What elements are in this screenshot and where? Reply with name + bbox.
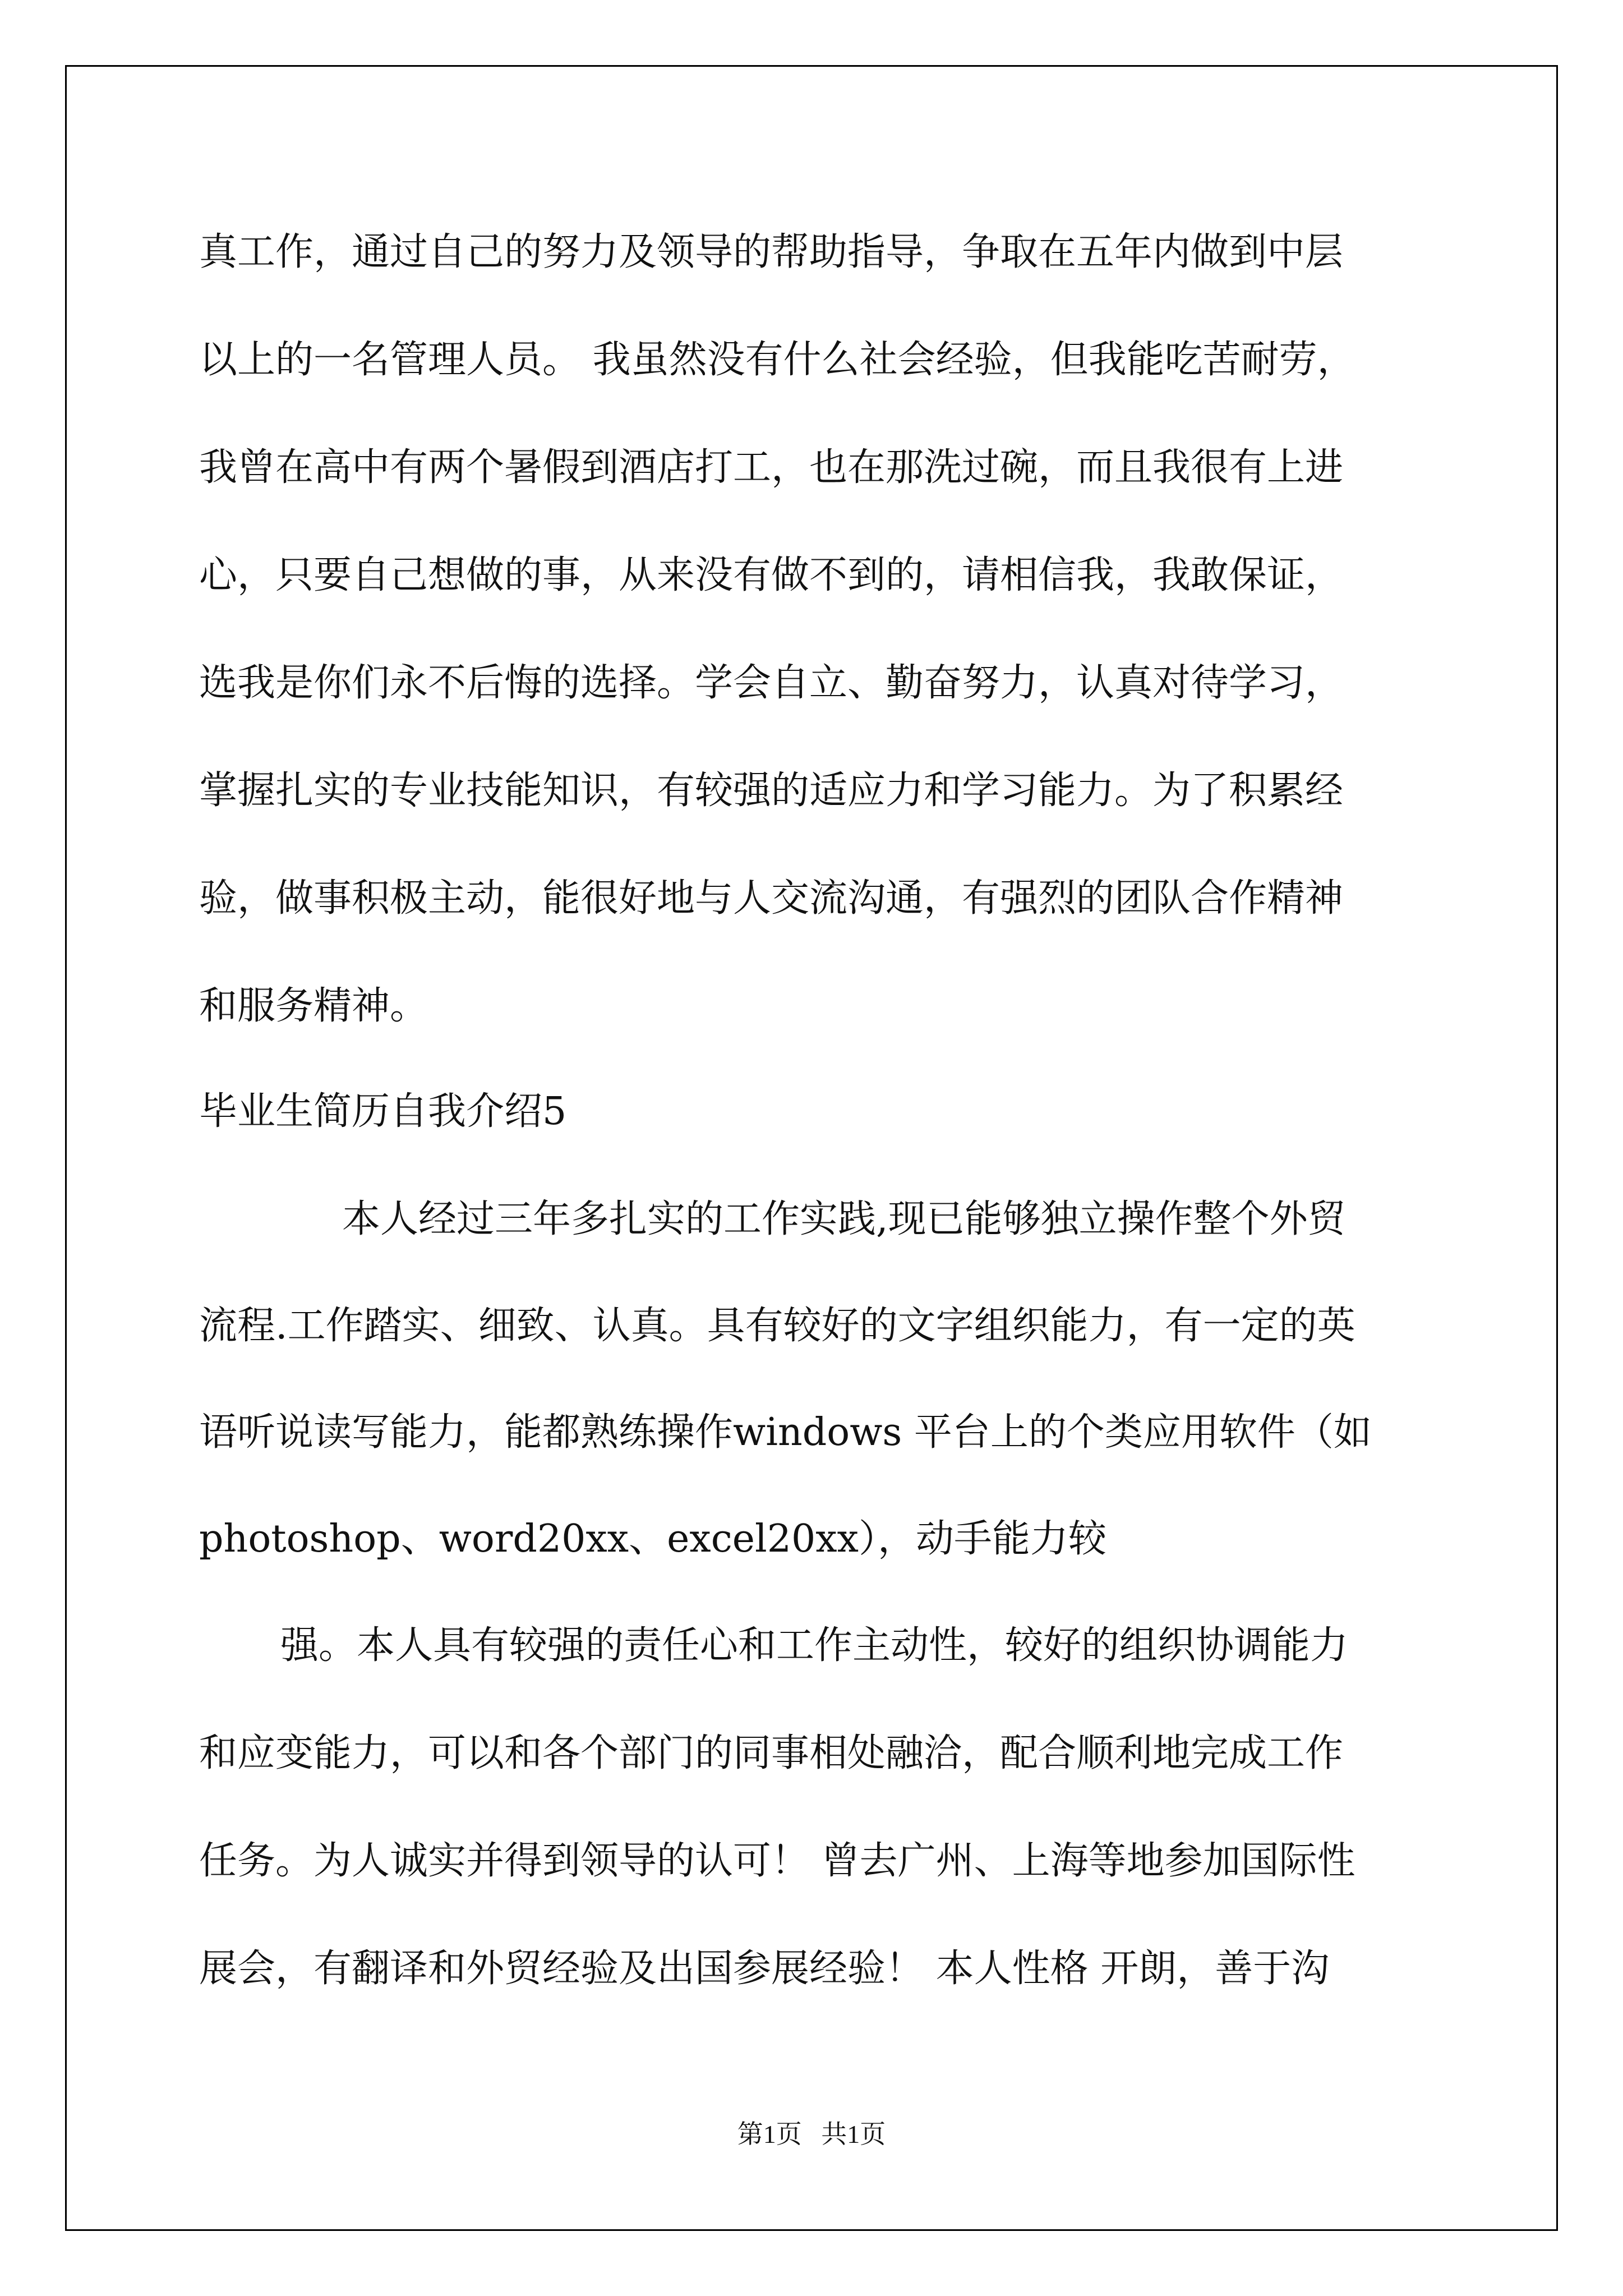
text-line: 验，做事积极主动，能很好地与人交流沟通，有强烈的团队合作精神 [199, 876, 1344, 921]
text-line: 选我是你们永不后悔的选择。学会自立、勤奋努力，认真对待学习， [199, 661, 1344, 705]
text-line: 语听说读写能力，能都熟练操作windows 平台上的个类应用软件（如 [199, 1410, 1372, 1455]
section-heading: 毕业生简历自我介绍5 [199, 1089, 567, 1134]
text-line: 真工作，通过自己的努力及领导的帮助指导，争取在五年内做到中层 [199, 230, 1344, 274]
text-line: 和应变能力，可以和各个部门的同事相处融洽，配合顺利地完成工作 [199, 1731, 1344, 1775]
text-line: 本人经过三年多扎实的工作实践,现已能够独立操作整个外贸 [342, 1197, 1346, 1241]
text-line: 展会，有翻译和外贸经验及出国参展经验！ 本人性格 开朗，善于沟 [199, 1947, 1330, 1991]
text-line: 我曾在高中有两个暑假到酒店打工，也在那洗过碗，而且我很有上进 [199, 445, 1344, 490]
page-border [65, 65, 1558, 2231]
text-line: 和服务精神。 [199, 984, 428, 1028]
text-line: 流程.工作踏实、细致、认真。具有较好的文字组织能力，有一定的英 [199, 1304, 1355, 1348]
page-footer: 第1页 共1页 [737, 2120, 886, 2148]
text-line: 强。本人具有较强的责任心和工作主动性，较好的组织协调能力 [280, 1623, 1349, 1668]
text-line: 任务。为人诚实并得到领导的认可！ 曾去广州、上海等地参加国际性 [199, 1839, 1355, 1883]
text-line: 掌握扎实的专业技能知识，有较强的适应力和学习能力。为了积累经 [199, 769, 1344, 813]
text-line: 以上的一名管理人员。 我虽然没有什么社会经验，但我能吃苦耐劳， [199, 338, 1355, 382]
text-line: 心，只要自己想做的事，从来没有做不到的，请相信我，我敢保证， [199, 553, 1344, 597]
text-line: photoshop、word20xx、excel20xx），动手能力较 [199, 1517, 1106, 1561]
